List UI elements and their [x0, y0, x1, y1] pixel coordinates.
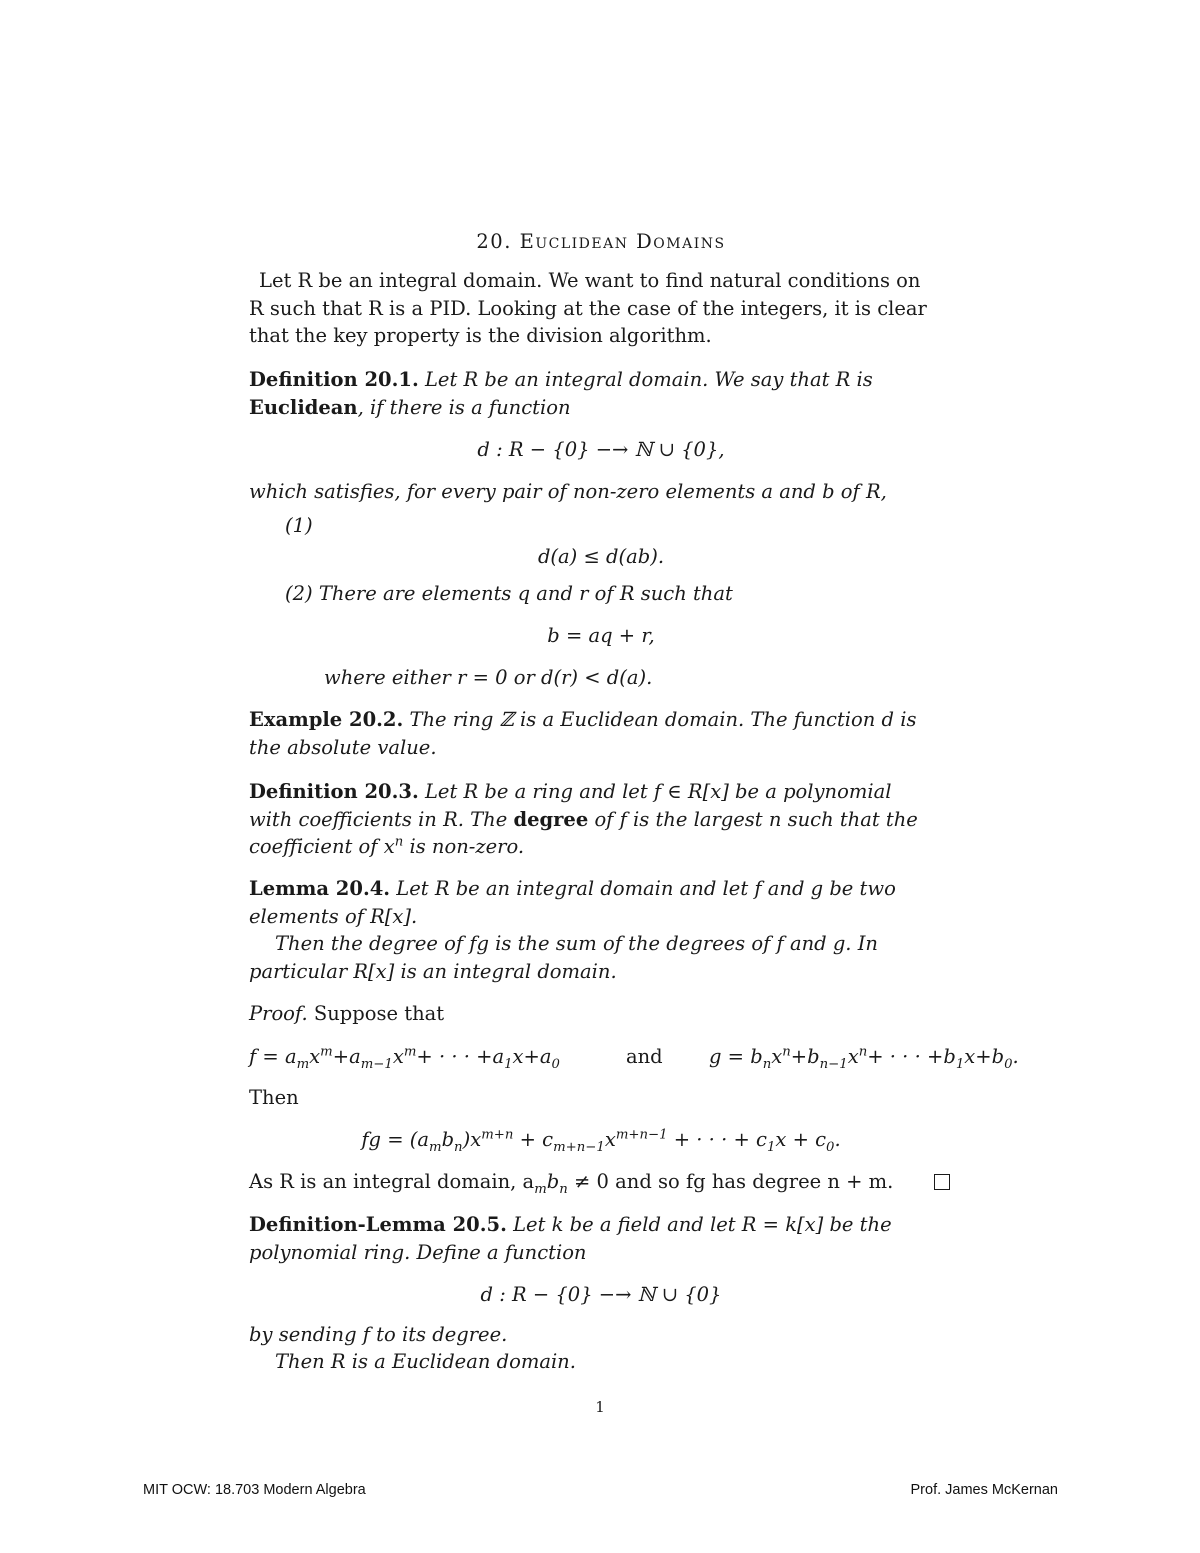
proof-conclusion-b: ≠ 0 and so fg has degree n + m.: [574, 1170, 894, 1193]
lemma-20-4-line4: particular R[x] is an integral domain.: [249, 959, 617, 983]
section-title: 20. Euclidean Domains: [476, 230, 726, 253]
intro-line-3: that the key property is the division algorithm.: [249, 324, 712, 347]
ex-20-2-label: Example 20.2.: [249, 708, 404, 731]
footer-right: Prof. James McKernan: [910, 1482, 1058, 1498]
definition-lemma-20-5: [249, 1211, 953, 1266]
proof-label: Proof.: [249, 1002, 308, 1025]
def-20-1-text-b: , if there is a function: [357, 395, 571, 419]
def-20-1-item1-display: d(a) ≤ d(ab).: [537, 545, 665, 568]
proof-product-display: fg = $(a_mb_n)x^{m+n} + c_{m+n-1}x^{m+n-1}$ + · · · + $c_1x + c_0$.: [361, 1127, 841, 1155]
qed-box-icon: [934, 1174, 950, 1190]
def-lemma-20-5-line3: by sending f to its degree.: [249, 1323, 508, 1346]
def-20-3-label: Definition 20.3.: [249, 780, 419, 803]
def-20-3-line3: coefficient of x: [249, 835, 395, 858]
page-number: 1: [595, 1398, 605, 1416]
def-20-3-text-c: of f is the largest n such that the: [594, 807, 918, 831]
proof-conclusion-a: As R is an integral domain, a: [249, 1170, 535, 1193]
def-lemma-20-5-line1: Let k be a field and let R = k[x] be the: [513, 1213, 892, 1236]
def-20-3-text-a: Let R be a ring and let f ∈ R[x] be a polynomial: [424, 780, 892, 803]
def-20-1-item1-label: (1): [285, 514, 313, 537]
intro-paragraph: [249, 267, 953, 350]
definition-20-1: [249, 366, 953, 421]
definition-20-3: [249, 778, 953, 861]
lemma-20-4: [249, 875, 953, 985]
def-20-3-line3-sup: n: [394, 834, 404, 850]
def-20-1-item2-text: (2) There are elements q and r of R such that: [285, 582, 733, 605]
proof-and-word: and: [626, 1045, 663, 1068]
def-20-3-text-b: with coefficients in R. The: [249, 807, 508, 831]
proof-f-expansion: $f = a_mx^m+a_{m-1}x^m+$ · · · $+a_1x+a_0$: [249, 1044, 560, 1072]
example-20-2: [249, 706, 953, 761]
def-20-3-term: degree: [513, 807, 589, 831]
footer-left: MIT OCW: 18.703 Modern Algebra: [143, 1482, 366, 1498]
proof-text: Suppose that: [313, 1002, 445, 1025]
proof-conclusion: As R is an integral domain, $a_mb_n \ne 0$ and so fg has degree n + m.: [249, 1168, 953, 1196]
ex-20-2-line2: the absolute value.: [249, 735, 437, 759]
def-20-1-term: Euclidean: [249, 395, 358, 419]
def-20-1-label: Definition 20.1.: [249, 368, 419, 391]
def-20-1-item2-after: where either r = 0 or d(r) < d(a).: [324, 666, 653, 689]
intro-line-1: Let R be an integral domain. We want to find natural conditions on: [259, 269, 921, 292]
proof-g-expansion: $g = b_nx^n+b_{n-1}x^n+$ · · · $+b_1x+b_0$.: [709, 1044, 1019, 1072]
def-20-3-line3-end: is non-zero.: [409, 835, 525, 858]
lemma-20-4-line1: Let R be an integral domain and let f and g be two: [396, 877, 896, 900]
ex-20-2-line1: The ring ℤ is a Euclidean domain. The function d is: [409, 708, 917, 731]
def-20-1-item2-display: b = aq + r,: [547, 624, 655, 647]
def-lemma-20-5-display: d : R − {0} −→ ℕ ∪ {0}: [480, 1283, 722, 1306]
def-20-1-text-a: Let R be an integral domain. We say that R is: [424, 368, 873, 391]
def-lemma-20-5-line2: polynomial ring. Define a function: [249, 1240, 587, 1264]
def-20-1-display: d : R − {0} −→ ℕ ∪ {0},: [477, 438, 725, 461]
lemma-20-4-line2: elements of R[x].: [249, 904, 418, 928]
def-lemma-20-5-label: Definition-Lemma 20.5.: [249, 1213, 507, 1236]
def-20-1-text-c: which satisfies, for every pair of non-zero elements a and b of R,: [249, 480, 887, 503]
proof-then-word: Then: [249, 1086, 299, 1109]
proof-intro: [249, 1000, 953, 1028]
def-lemma-20-5-line4: Then R is a Euclidean domain.: [275, 1350, 576, 1373]
lemma-20-4-line3: Then the degree of fg is the sum of the degrees of f and g. In: [275, 932, 878, 955]
lemma-20-4-label: Lemma 20.4.: [249, 877, 391, 900]
intro-line-2: R such that R is a PID. Looking at the case of the integers, it is clear: [249, 296, 927, 320]
